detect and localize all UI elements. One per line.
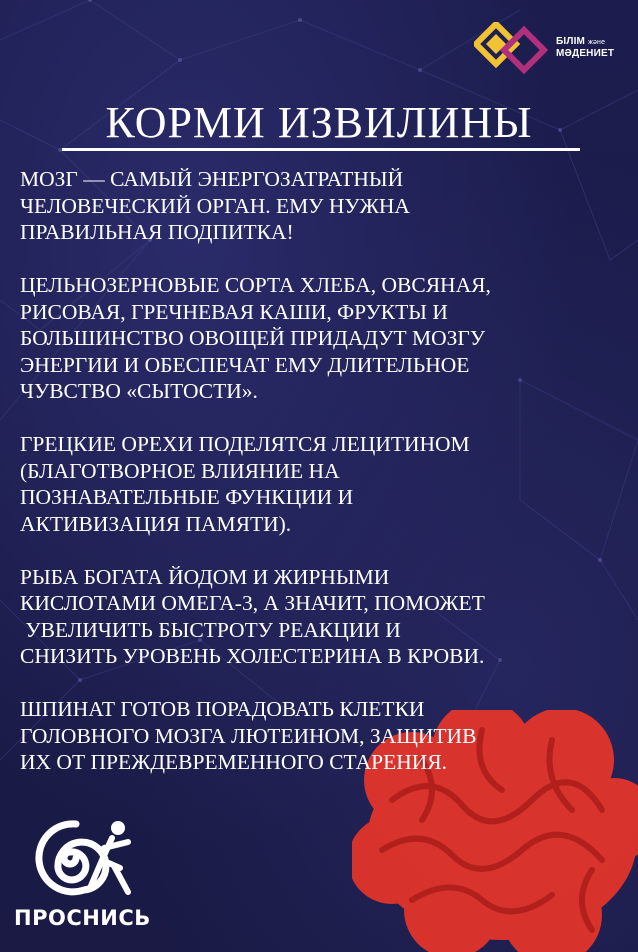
knot-emblem-icon: [474, 22, 552, 74]
paragraph-brain-energy: [20, 166, 632, 246]
text-line: (БЛАГОТВОРНОЕ ВЛИЯНИЕ НА: [20, 458, 340, 483]
logo-wordmark: [556, 36, 614, 59]
spiral-runner-icon: [28, 808, 148, 908]
paragraph-whole-grains: [20, 272, 632, 405]
text-line: РИСОВАЯ, ГРЕЧНЕВАЯ КАШИ, ФРУКТЫ И: [20, 299, 448, 324]
prosnis-logo: [14, 808, 174, 938]
text-line: ПОЗНАВАТЕЛЬНЫЕ ФУНКЦИИ И: [20, 485, 354, 509]
text-line: БОЛЬШИНСТВО ОВОЩЕЙ ПРИДАДУТ МОЗГУ: [20, 326, 486, 350]
text-line: СНИЗИТЬ УРОВЕНЬ ХОЛЕСТЕРИНА В КРОВИ.: [20, 644, 485, 668]
article-body: [20, 166, 632, 802]
text-line: УВЕЛИЧИТЬ БЫСТРОТУ РЕАКЦИИ И: [20, 617, 401, 642]
text-line: КИСЛОТАМИ ОМЕГА-3, А ЗНАЧИТ, ПОМОЖЕТ: [20, 591, 485, 615]
page-title: КОРМИ ИЗВИЛИНЫ: [105, 98, 533, 147]
text-line: ШПИНАТ ГОТОВ ПОРАДОВАТЬ КЛЕТКИ: [20, 697, 425, 721]
sponsor-label: ПРОСНИСЬ: [14, 906, 151, 930]
paragraph-spinach: [20, 696, 632, 776]
text-line: ЧУВСТВО «СЫТОСТИ».: [20, 379, 258, 403]
text-line: МОЗГ — САМЫЙ ЭНЕРГОЗАТРАТНЫЙ: [20, 167, 404, 191]
text-line: ГОЛОВНОГО МОЗГА ЛЮТЕИНОМ, ЗАЩИТИВ: [20, 723, 477, 748]
text-line: ИХ ОТ ПРЕЖДЕВРЕМЕННОГО СТАРЕНИЯ.: [20, 750, 447, 774]
logo-line-1-small: және: [588, 39, 606, 46]
text-line: ПРАВИЛЬНАЯ ПОДПИТКА!: [20, 220, 294, 244]
bilim-madeniet-logo: [474, 22, 624, 74]
text-line: ЭНЕРГИИ И ОБЕСПЕЧАТ ЕМУ ДЛИТЕЛЬНОЕ: [20, 352, 470, 377]
text-line: ГРЕЦКИЕ ОРЕХИ ПОДЕЛЯТСЯ ЛЕЦИТИНОМ: [20, 432, 470, 456]
logo-line-1: БІЛІМ: [556, 36, 586, 47]
text-line: ЦЕЛЬНОЗЕРНОВЫЕ СОРТА ХЛЕБА, ОВСЯНАЯ,: [20, 273, 491, 297]
title-underline: [62, 148, 580, 151]
text-line: РЫБА БОГАТА ЙОДОМ И ЖИРНЫМИ: [20, 564, 390, 589]
text-line: ЧЕЛОВЕЧЕСКИЙ ОРГАН. ЕМУ НУЖНА: [20, 193, 410, 218]
paragraph-fish: [20, 564, 632, 670]
text-line: АКТИВИЗАЦИЯ ПАМЯТИ).: [20, 511, 292, 536]
paragraph-walnuts: [20, 431, 632, 537]
logo-line-2: МӘДЕНИЕТ: [556, 48, 615, 59]
